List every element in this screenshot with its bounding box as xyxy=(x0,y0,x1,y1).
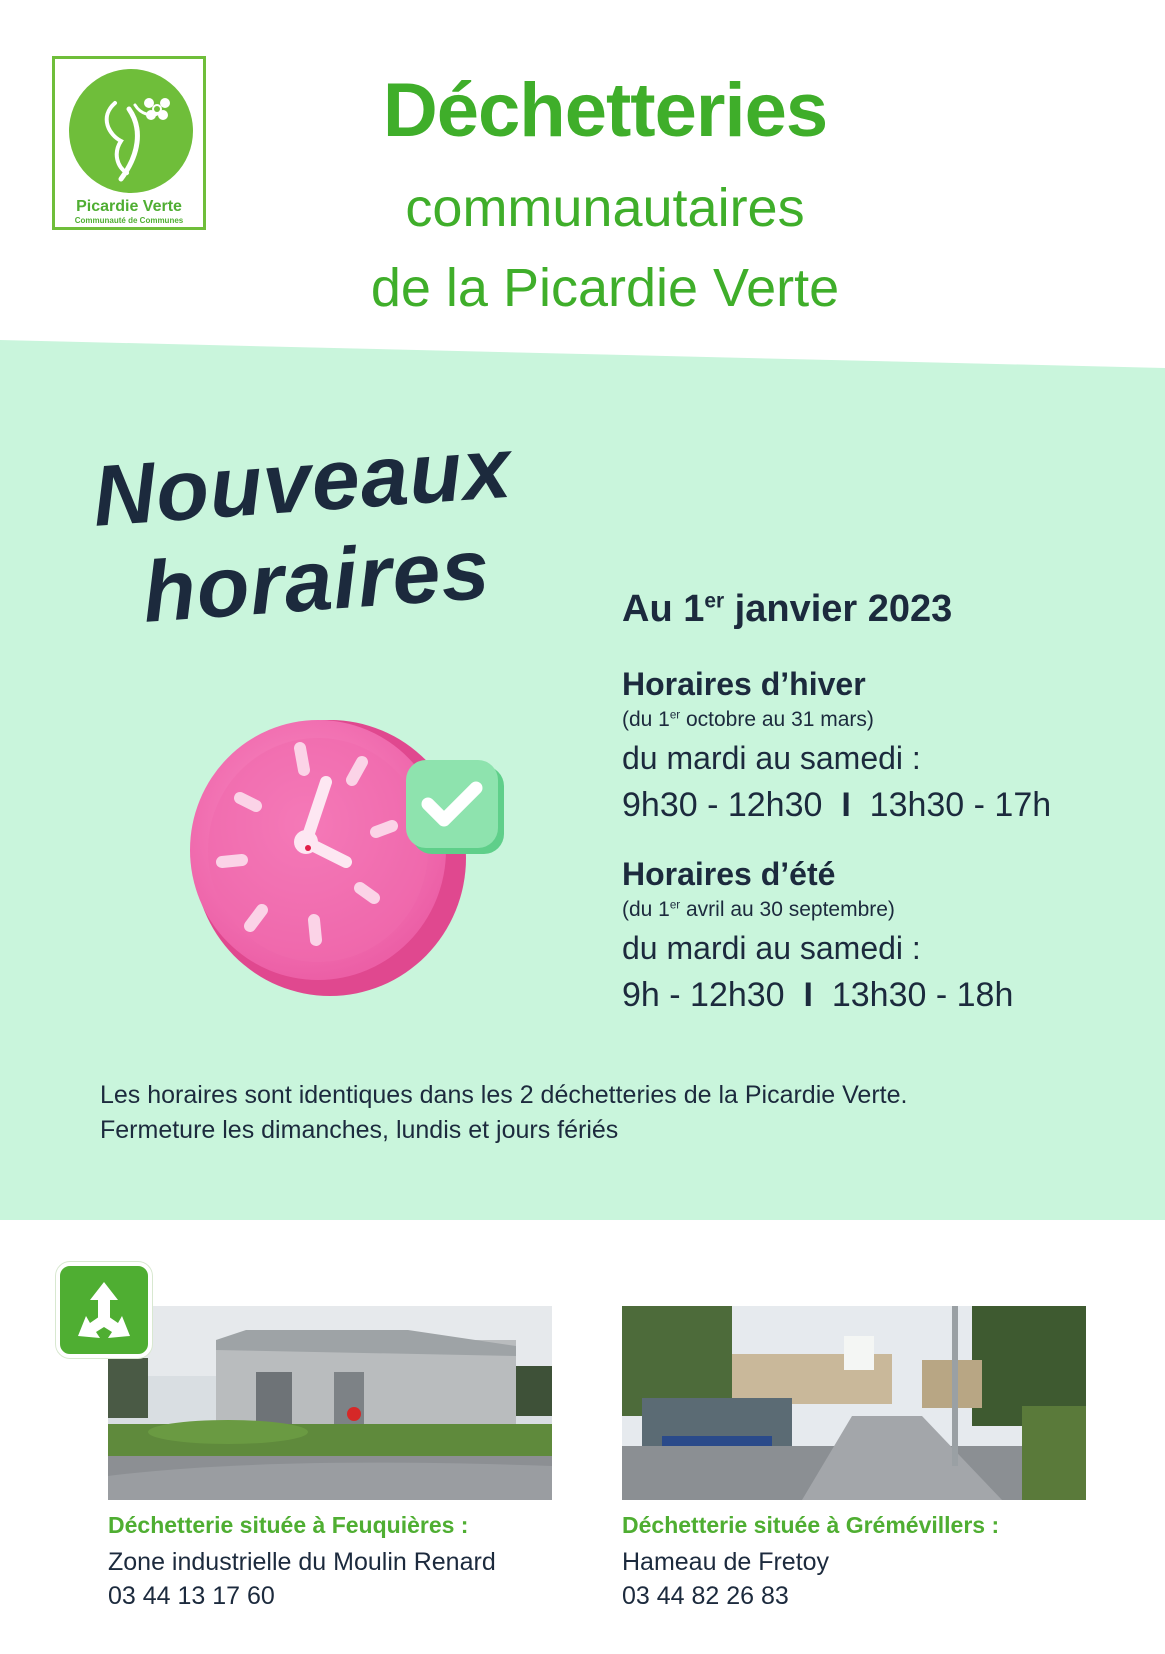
recycling-arrows-icon xyxy=(56,1262,152,1358)
page-title: Déchetteries xyxy=(382,68,828,153)
logo-subtitle: Communauté de Communes xyxy=(74,216,184,225)
winter-days: du mardi au samedi : xyxy=(622,740,921,776)
gremevillers-photo xyxy=(622,1306,1086,1500)
site-address: Zone industrielle du Moulin Renard xyxy=(108,1548,496,1576)
headline-horaires: horaires xyxy=(139,520,494,641)
summer-range: (du 1er avril au 30 septembre) xyxy=(622,898,895,921)
logo xyxy=(52,56,206,230)
feuquieres-photo xyxy=(108,1306,552,1500)
alarm-clock-icon xyxy=(180,700,520,1020)
site-title: Déchetterie située à Grémévillers : xyxy=(622,1512,1000,1538)
headline-nouveaux: Nouveaux xyxy=(89,419,515,545)
summer-days: du mardi au samedi : xyxy=(622,930,921,966)
winter-title: Horaires d’hiver xyxy=(622,666,866,702)
summer-title: Horaires d’été xyxy=(622,856,836,892)
site-feuquieres xyxy=(108,1512,496,1613)
site-title: Déchetterie située à Feuquières : xyxy=(108,1512,469,1538)
site-address: Hameau de Fretoy xyxy=(622,1548,830,1576)
site-phone: 03 44 82 26 83 xyxy=(622,1582,789,1610)
logo-emblem-icon xyxy=(69,69,193,193)
summer-hours: 9h - 12h30 I 13h30 - 18h xyxy=(622,976,1014,1014)
note-identical-hours: Les horaires sont identiques dans les 2 déchetteries de la Picardie Verte. xyxy=(100,1081,908,1109)
site-phone: 03 44 13 17 60 xyxy=(108,1582,275,1610)
page-subtitle-line-1: communautaires xyxy=(405,178,805,238)
check-icon xyxy=(406,760,504,854)
winter-hours: 9h30 - 12h30 I 13h30 - 17h xyxy=(622,786,1052,824)
separator: I xyxy=(803,976,813,1014)
note-closures: Fermeture les dimanches, lundis et jours fériés xyxy=(100,1116,619,1144)
winter-range: (du 1er octobre au 31 mars) xyxy=(622,708,874,731)
site-gremevillers xyxy=(622,1512,999,1613)
page-subtitle-line-2: de la Picardie Verte xyxy=(370,258,840,318)
logo-name: Picardie Verte xyxy=(76,198,182,215)
notes xyxy=(100,1078,907,1148)
effective-date: Au 1er janvier 2023 xyxy=(622,588,953,630)
separator: I xyxy=(841,786,851,824)
